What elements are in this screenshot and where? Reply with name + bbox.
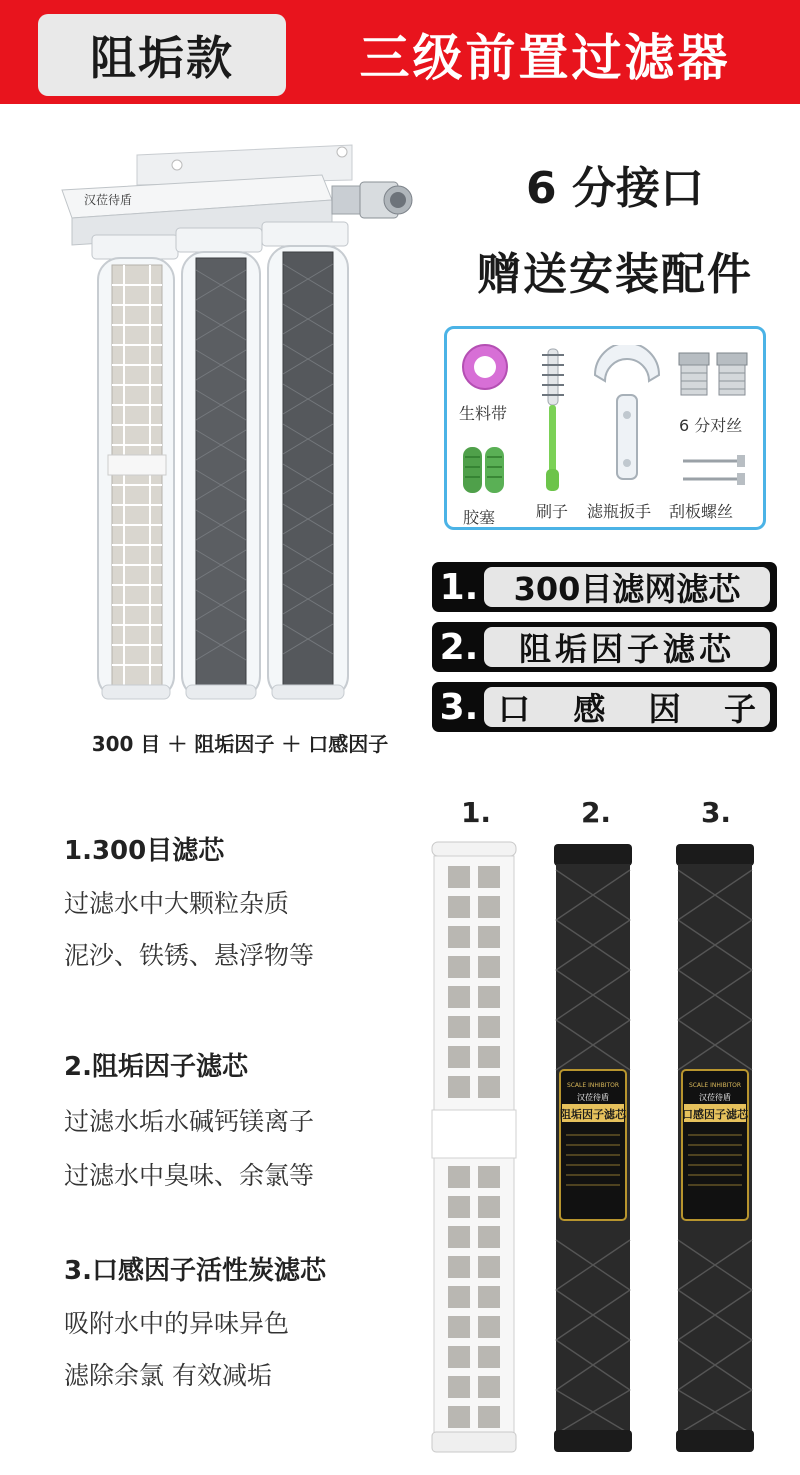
page-title: 三级前置过滤器	[359, 29, 731, 87]
desc-line: 过滤水中臭味、余氯等	[64, 1161, 315, 1190]
accessory-label: 刷子	[536, 502, 569, 521]
cartridge-label-header: SCALE INHIBITOR	[566, 1082, 620, 1089]
screw-icon	[679, 451, 749, 491]
cartridge-number: 3.	[700, 796, 732, 829]
desc-line: 吸附水中的异味异色	[64, 1309, 290, 1338]
feature-stage-2	[432, 622, 777, 672]
desc-line: 滤除余氯 有效减垢	[64, 1361, 272, 1390]
plug-icon	[461, 443, 507, 495]
gift-heading: 赠送安装配件	[477, 249, 753, 300]
tape-icon	[459, 341, 511, 393]
feature-char: 口	[498, 690, 531, 728]
feature-char: 因	[648, 690, 681, 728]
accessory-label: 胶塞	[463, 508, 496, 527]
feature-number: 2.	[439, 626, 479, 668]
desc-title-1: 1.300目滤芯	[64, 836, 225, 866]
cartridge-number: 2.	[580, 796, 612, 829]
fitting-icon	[675, 349, 751, 399]
product-caption: 300 目 ＋ 阻垢因子 ＋ 口感因子	[91, 732, 389, 756]
accessory-label: 6 分对丝	[679, 416, 743, 435]
product-brand: 汉莅待盾	[84, 193, 133, 207]
feature-stage-1	[432, 562, 777, 612]
header-banner	[0, 0, 800, 104]
feature-label	[484, 687, 770, 727]
feature-number: 1.	[439, 566, 479, 608]
accessory-label: 滤瓶扳手	[587, 502, 652, 521]
cartridge-images	[420, 840, 800, 1460]
cartridge-label-2: 阻垢因子滤芯	[560, 1108, 626, 1121]
feature-stage-3	[432, 682, 777, 732]
accessory-label: 刮板螺丝	[669, 502, 734, 521]
desc-line: 泥沙、铁锈、悬浮物等	[64, 941, 315, 970]
cartridge-label-header: SCALE INHIBITOR	[688, 1082, 742, 1089]
accessory-label: 生料带	[459, 404, 508, 423]
feature-char: 子	[723, 690, 756, 728]
feature-label: 阻垢因子滤芯	[484, 627, 770, 667]
connector-heading: 6 分接口	[526, 163, 704, 214]
filter-product-image	[52, 140, 422, 720]
feature-label: 300目滤网滤芯	[484, 567, 770, 607]
cartridge-brand: 汉莅待盾	[577, 1093, 609, 1102]
brush-icon	[537, 345, 567, 495]
feature-number: 3.	[439, 686, 479, 728]
accessories-box	[444, 326, 766, 530]
desc-line: 过滤水中大颗粒杂质	[64, 889, 290, 918]
desc-title-2: 2.阻垢因子滤芯	[64, 1052, 248, 1082]
cartridge-number: 1.	[460, 796, 492, 829]
desc-line: 过滤水垢水碱钙镁离子	[64, 1107, 315, 1136]
wrench-icon	[587, 345, 667, 485]
desc-title-3: 3.口感因子活性炭滤芯	[64, 1256, 326, 1286]
feature-char: 感	[573, 690, 606, 728]
model-tag: 阻垢款	[38, 14, 286, 96]
cartridge-brand: 汉莅待盾	[699, 1093, 731, 1102]
cartridge-label-3: 口感因子滤芯	[682, 1108, 748, 1121]
